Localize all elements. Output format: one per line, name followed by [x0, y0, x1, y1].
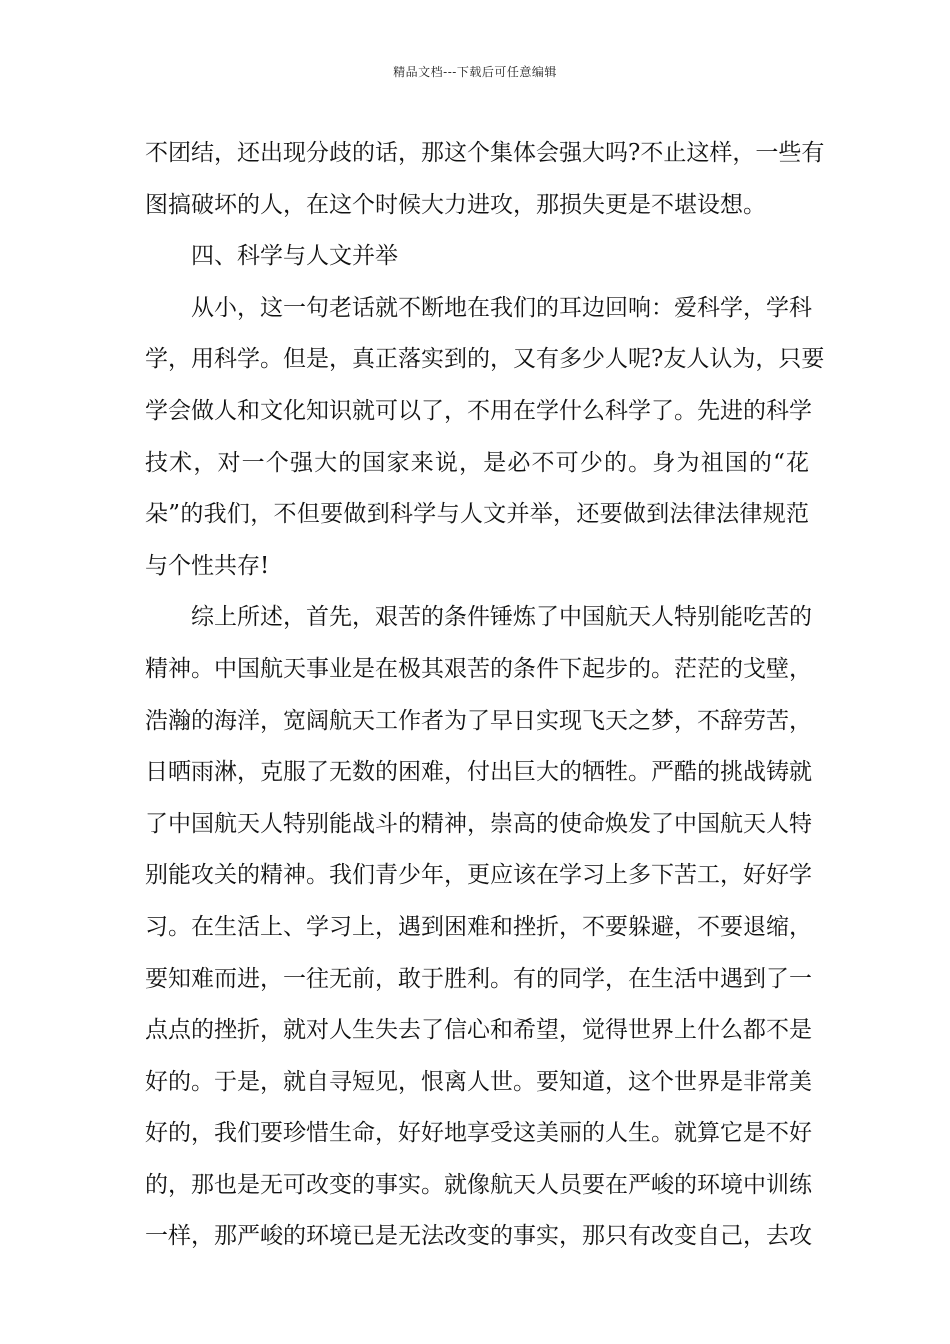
paragraph-line: 图搞破坏的人，在这个时候大力进攻，那损失更是不堪设想。 [145, 191, 766, 218]
paragraph-line: 习。在生活上、学习上，遇到困难和挫折，不要躲避，不要退缩， [145, 913, 812, 940]
paragraph-line: 朵”的我们，不但要做到科学与人文并举，还要做到法律法律规范 [145, 501, 809, 528]
paragraph-line: 的，那也是无可改变的事实。就像航天人员要在严峻的环境中训练 [145, 1171, 812, 1198]
paragraph-line: 学会做人和文化知识就可以了，不用在学什么科学了。先进的科学 [145, 397, 812, 424]
paragraph-line: 不团结，还出现分歧的话，那这个集体会强大吗?不止这样，一些有 [145, 140, 825, 166]
paragraph-line: 别能攻关的精神。我们青少年，更应该在学习上多下苦工，好好学 [145, 862, 812, 889]
paragraph-line: 点点的挫折，就对人生失去了信心和希望，觉得世界上什么都不是 [145, 1017, 812, 1044]
section-heading: 四、科学与人文并举 [191, 243, 398, 270]
paragraph-line: 好的，我们要珍惜生命，好好地享受这美丽的人生。就算它是不好 [145, 1120, 812, 1147]
paragraph-line: 要知难而进，一往无前，敢于胜利。有的同学，在生活中遇到了一 [145, 965, 812, 992]
page-header: 精品文档---下载后可任意编辑 [393, 65, 557, 79]
paragraph-line: 精神。中国航天事业是在极其艰苦的条件下起步的。茫茫的戈壁， [145, 655, 812, 682]
paragraph-line: 浩瀚的海洋，宽阔航天工作者为了早日实现飞天之梦，不辞劳苦， [145, 707, 812, 734]
paragraph-line: 从小，这一句老话就不断地在我们的耳边回响：爱科学，学科 [191, 294, 812, 321]
paragraph-line: 综上所述，首先，艰苦的条件锤炼了中国航天人特别能吃苦的 [191, 604, 812, 631]
paragraph-line: 学，用科学。但是，真正落实到的，又有多少人呢?友人认为，只要 [145, 346, 825, 373]
paragraph-line: 一样，那严峻的环境已是无法改变的事实，那只有改变自己，去攻 [145, 1223, 812, 1250]
paragraph-line: 技术，对一个强大的国家来说，是必不可少的。身为祖国的“花 [145, 449, 809, 476]
paragraph-line: 好的。于是，就自寻短见，恨离人世。要知道，这个世界是非常美 [145, 1068, 812, 1095]
paragraph-line: 与个性共存! [145, 552, 270, 579]
document-body [145, 133, 825, 1268]
paragraph-line: 日晒雨淋，克服了无数的困难，付出巨大的牺牲。严酷的挑战铸就 [145, 759, 812, 786]
paragraph-line: 了中国航天人特别能战斗的精神，崇高的使命焕发了中国航天人特 [145, 810, 812, 837]
